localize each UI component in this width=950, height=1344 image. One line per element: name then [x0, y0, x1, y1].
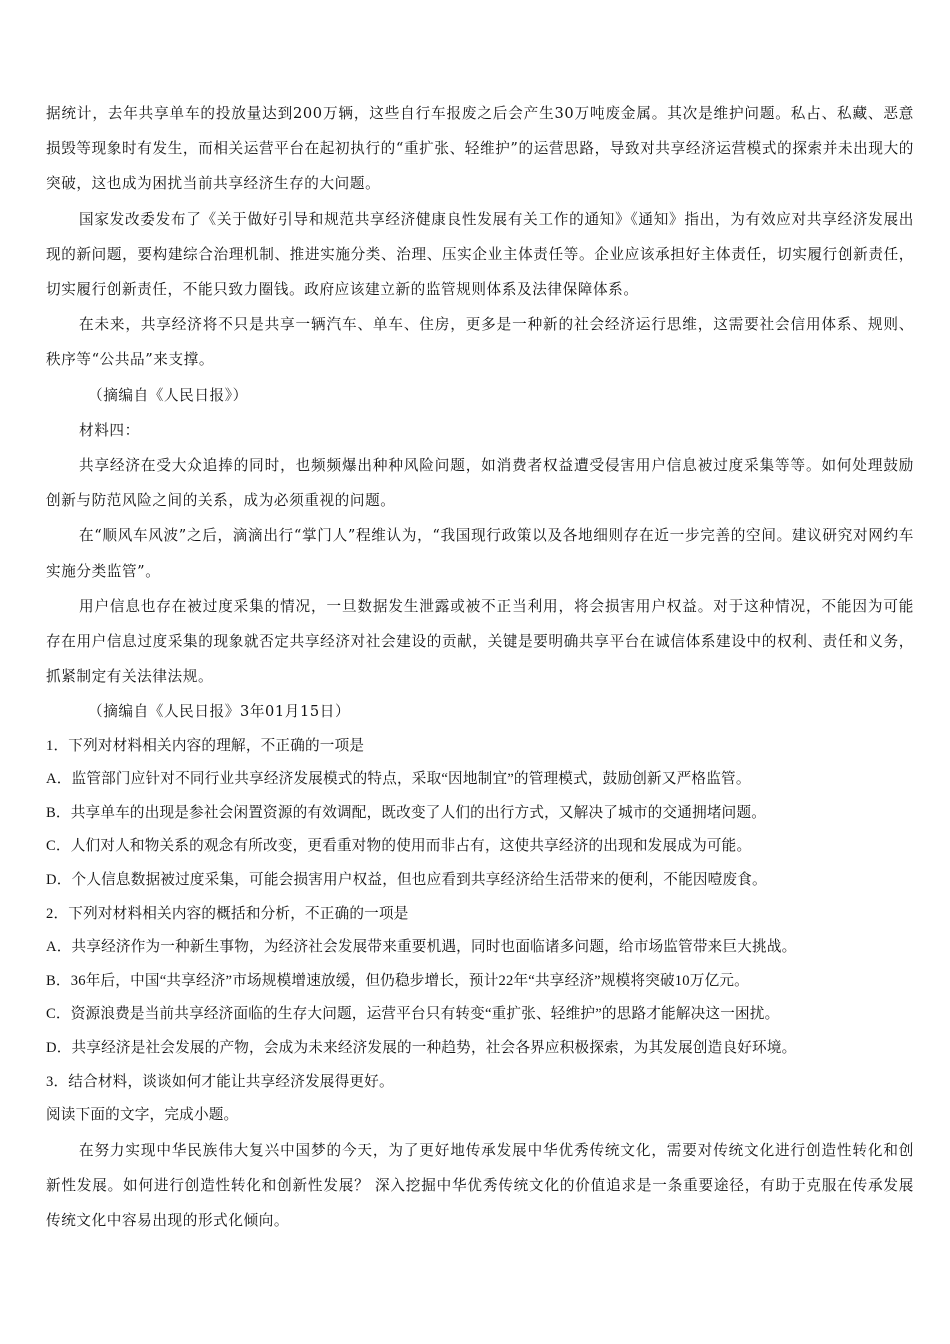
reading-intro: 阅读下面的文字，完成小题。 — [46, 1107, 239, 1124]
article-paragraph-2: 国家发改委发布了《关于做好引导和规范共享经济健康良性发展有关工作的通知》《通知》指出，为有效应对共享经济发展出现的新问题，要构建综合治理机制、推进实施分类、治理、压实企业主体责任等。企业应该承担好主体责任，切实履行创新责任，切实履行创新责任，不能只致力圈钱。政府应该建立新的监管规则体系及法律保障体系。 — [46, 210, 914, 299]
material-4-paragraph-2: 在“顺风车风波”之后，滴滴出行“掌门人”程维认为，“我国现行政策以及各地细则存在近一步完善的空间。建议研究对网约车实施分类监管”。 — [46, 527, 914, 580]
citation-material-4: （摘编自《人民日报》3年01月15日） — [88, 703, 351, 721]
next-passage-paragraph-1: 在努力实现中华民族伟大复兴中国梦的今天，为了更好地传承发展中华优秀传统文化，需要对传统文化进行创造性转化和创新性发展。如何进行创造性转化和创新性发展？ 深入挖掘中华优秀传统文化的价值追求是一条重要途径，有助于克服在传承发展传统文化中容易出现的形式化倾向。 — [46, 1141, 914, 1230]
question-1-option-b: B．共享单车的出现是参社会闲置资源的有效调配，既改变了人们的出行方式，又解决了城市的交通拥堵问题。 — [46, 804, 767, 821]
article-paragraph-1: 据统计，去年共享单车的投放量达到200万辆，这些自行车报废之后会产生30万吨废金属。其次是维护问题。私占、私藏、恶意损毁等现象时有发生，而相关运营平台在起初执行的“重扩张、轻维护”的运营思路，导致对共享经济运营模式的探索并未出现大的突破，这也成为困扰当前共享经济生存的大问题。 — [46, 105, 914, 193]
material-4-paragraph-3: 用户信息也存在被过度采集的情况，一旦数据发生泄露或被不正当利用，将会损害用户权益。对于这种情况，不能因为可能存在用户信息过度采集的现象就否定共享经济对社会建设的贡献，关键是要明确共享平台在诚信体系建设中的权利、责任和义务，抓紧制定有关法律法规。 — [46, 597, 914, 686]
material-4-paragraph-1: 共享经济在受大众追捧的同时，也频频爆出种种风险问题，如消费者权益遭受侵害用户信息被过度采集等等。如何处理鼓励创新与防范风险之间的关系，成为必须重视的问题。 — [46, 457, 914, 510]
question-1-option-d: D．个人信息数据被过度采集，可能会损害用户权益，但也应看到共享经济给生活带来的便利，不能因噎废食。 — [46, 872, 767, 889]
material-4-label: 材料四： — [79, 421, 140, 439]
question-1-option-c: C．人们对人和物关系的观念有所改变，更看重对物的使用而非占有，这使共享经济的出现和发展成为可能。 — [46, 838, 752, 855]
article-paragraph-3: 在未来，共享经济将不只是共享一辆汽车、单车、住房，更多是一种新的社会经济运行思维，这需要社会信用体系、规则、秩序等“公共品”来支撑。 — [46, 316, 914, 369]
question-2-stem: 2．下列对材料相关内容的概括和分析，不正确的一项是 — [46, 905, 409, 922]
question-1-stem: 1．下列对材料相关内容的理解，不正确的一项是 — [46, 737, 365, 754]
question-2-option-c: C．资源浪费是当前共享经济面临的生存大问题，运营平台只有转变“重扩张、轻维护”的思路才能解决这一困扰。 — [46, 1006, 780, 1023]
question-3-stem: 3．结合材料，谈谈如何才能让共享经济发展得更好。 — [46, 1073, 394, 1090]
document-body — [46, 96, 914, 1238]
question-1-option-a: A．监管部门应针对不同行业共享经济发展模式的特点，采取“因地制宜”的管理模式，鼓励创新又严格监管。 — [46, 771, 751, 788]
question-2-option-d: D．共享经济是社会发展的产物，会成为未来经济发展的一种趋势，社会各界应积极探索，为其发展创造良好环境。 — [46, 1040, 797, 1056]
question-2-option-a: A．共享经济作为一种新生事物，为经济社会发展带来重要机遇，同时也面临诸多问题，给市场监管带来巨大挑战。 — [46, 939, 797, 956]
citation-material-3: （摘编自《人民日报》） — [88, 386, 248, 404]
question-2-option-b: B．36年后，中国“共享经济”市场规模增速放缓，但仍稳步增长，预计22年“共享经济”规模将突破10万亿元。 — [46, 972, 749, 989]
